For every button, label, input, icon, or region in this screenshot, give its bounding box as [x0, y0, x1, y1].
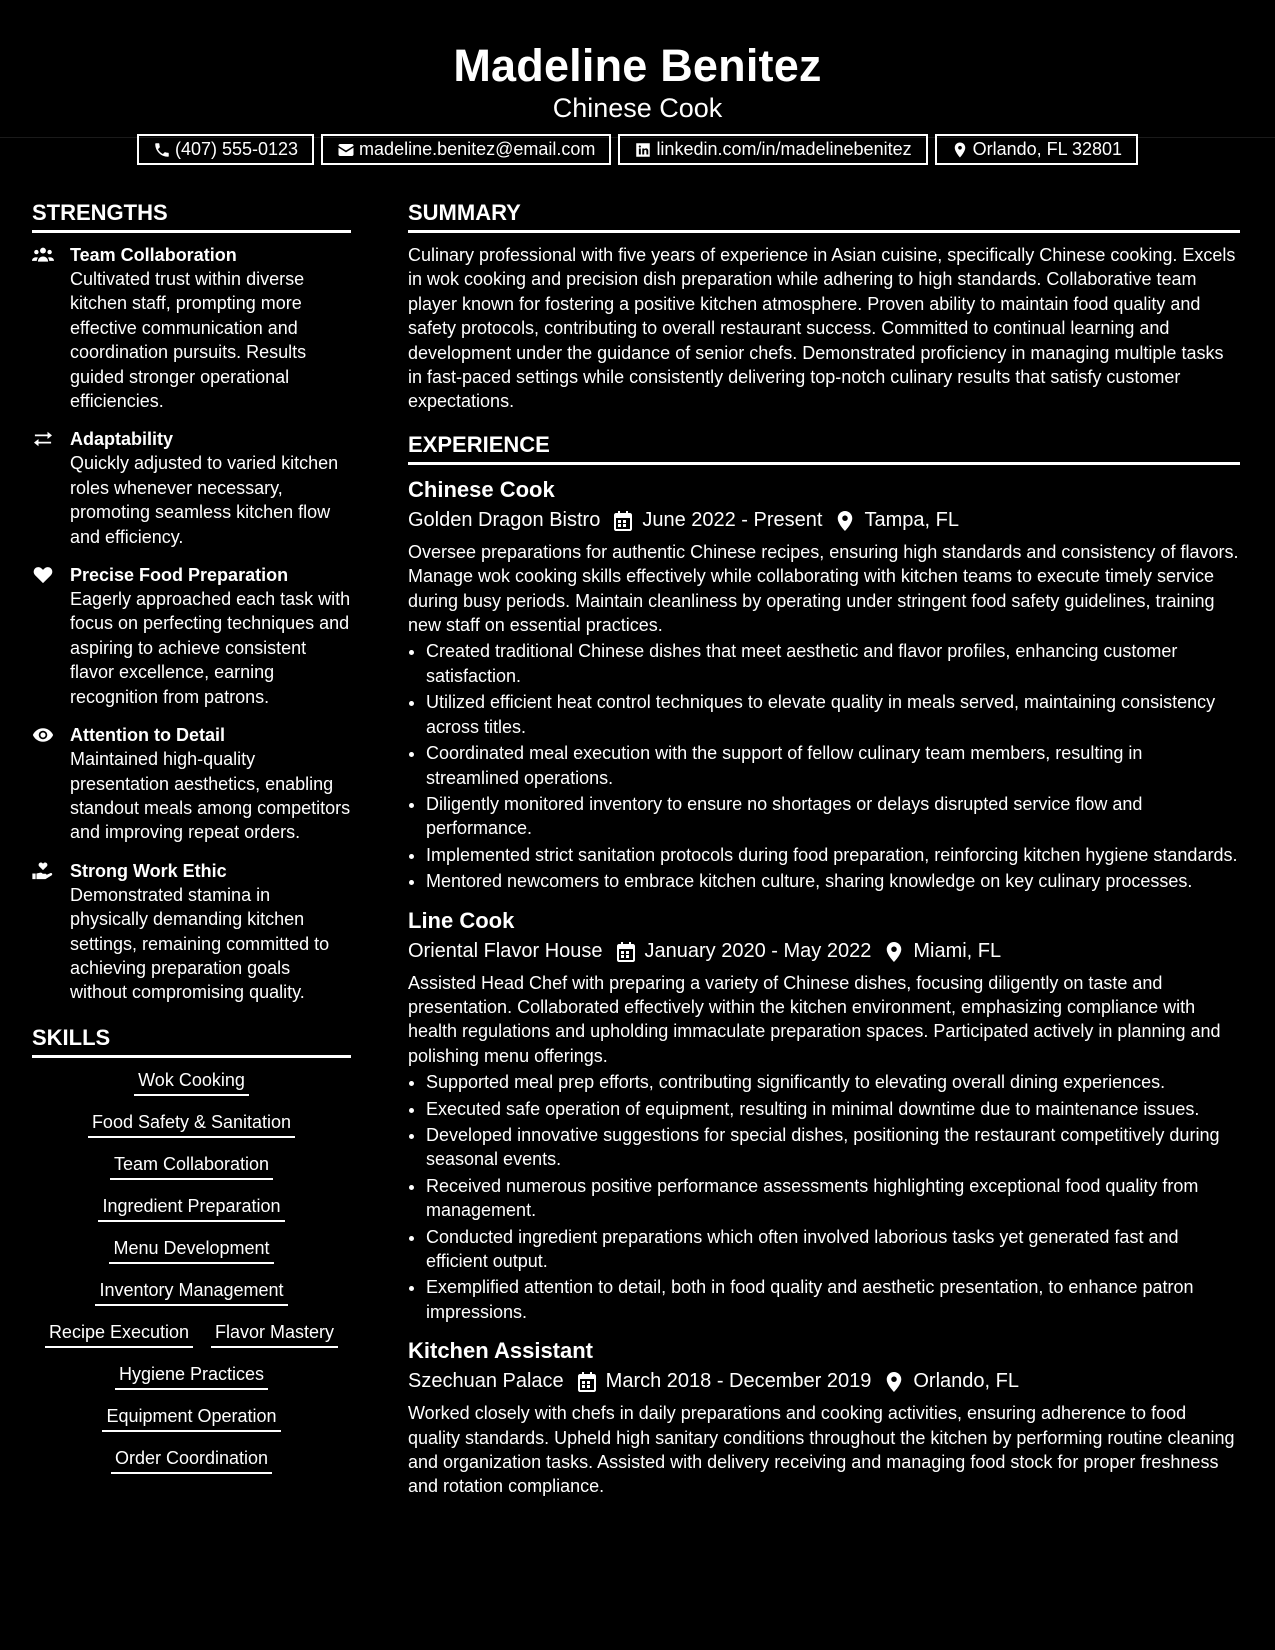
skill-tag: Ingredient Preparation — [98, 1194, 284, 1222]
strength-desc: Demonstrated stamina in physically demanding kitchen settings, remaining committed to achieving preparation goals without compromising quality. — [70, 884, 330, 1003]
bullet-item: • Mentored newcomers to embrace kitchen culture, sharing knowledge on key culinary processes. — [426, 869, 1240, 893]
contact-bar — [0, 134, 1275, 165]
strength-desc: Maintained high-quality presentation aesthetics, enabling standout meals among competitors and improving repeat orders. — [70, 749, 351, 843]
calendar-icon — [578, 1372, 596, 1390]
bullet-item: • Conducted ingredient preparations which often involved laborious tasks yet generated fast and efficient output. — [426, 1225, 1240, 1274]
bullet-item: • Received numerous positive performance assessments highlighting exceptional food quality from management. — [426, 1174, 1240, 1223]
candidate-title: Chinese Cook — [552, 93, 723, 123]
bullet-item: • Created traditional Chinese dishes that meet aesthetic and flavor profiles, enhancing customer satisfaction. — [426, 639, 1240, 688]
job-description: Worked closely with chefs in daily preparations and cooking activities, ensuring adherence to food quality standards. Upheld high sanitary conditions throughout the kitchen by performing routine cleaning and organization tasks. Assisted with delivery receiving and managing food stock for proper freshness and rotation compliance. — [408, 1403, 1235, 1497]
strength-desc: Eagerly approached each task with focus on perfecting techniques and aspiring to achieve consistent flavor excellence, earning recognition from patrons. — [70, 589, 351, 707]
summary-heading: SUMMARY — [408, 198, 1240, 233]
candidate-name: Madeline Benitez — [453, 40, 822, 91]
job-entry — [408, 475, 1240, 894]
left-column — [32, 198, 351, 1474]
eye-icon — [32, 723, 70, 845]
job-location: Miami, FL — [913, 939, 1002, 962]
strength-item — [32, 859, 351, 1005]
job-description: Assisted Head Chef with preparing a variety of Chinese dishes, focusing diligently on taste and presentation. Collaborated effectively within the kitchen environment, emphasizing compliance with health regulations and upholding immaculate preparation spaces. Participated actively in planning and polishing menu offerings. — [408, 972, 1221, 1066]
bullet-item: • Diligently monitored inventory to ensure no shortages or delays disrupted service flow and performance. — [426, 792, 1240, 841]
job-entry — [408, 906, 1240, 1325]
heart-icon — [32, 563, 70, 709]
strength-title: Adaptability — [70, 429, 174, 450]
job-title: Line Cook — [408, 907, 515, 933]
bullet-item: • Executed safe operation of equipment, resulting in minimal downtime due to maintenance issues. — [426, 1097, 1240, 1121]
users-icon — [32, 243, 70, 413]
resume-header — [0, 0, 1275, 159]
bullet-item: • Developed innovative suggestions for special dishes, positioning the restaurant competitively during seasonal events. — [426, 1123, 1240, 1172]
strength-title: Attention to Detail — [70, 725, 225, 746]
linkedin-text: linkedin.com/in/madelinebenitez — [656, 139, 912, 159]
job-location: Tampa, FL — [864, 508, 959, 531]
phone-text: (407) 555-0123 — [174, 139, 299, 159]
job-bullets — [408, 639, 1240, 893]
skill-tag: Equipment Operation — [102, 1404, 280, 1432]
linkedin-icon — [634, 141, 652, 159]
map-pin-icon — [836, 511, 854, 529]
job-dates: January 2020 - May 2022 — [644, 939, 872, 962]
skill-tag: Team Collaboration — [110, 1152, 273, 1180]
skill-tag: Wok Cooking — [134, 1068, 249, 1096]
strength-item — [32, 243, 351, 413]
phone-icon — [153, 141, 171, 159]
bullet-item: • Utilized efficient heat control techniques to elevate quality in meals served, maintaining consistency across titles. — [426, 690, 1240, 739]
strength-desc: Cultivated trust within diverse kitchen staff, prompting more effective communication and coordination pursuits. Results guided stronger operational efficiencies. — [70, 269, 307, 412]
location-text: Orlando, FL 32801 — [972, 139, 1123, 159]
skill-tag: Order Coordination — [111, 1446, 272, 1474]
job-description: Oversee preparations for authentic Chinese recipes, ensuring high standards and consistency of flavors. Manage wok cooking skills effectively while collaborating with kitchen teams to execute timely service during busy periods. Maintain cleanliness by operating under stringent food safety guidelines, training new staff on essential practices. — [408, 541, 1239, 636]
job-meta — [408, 505, 1240, 535]
skill-tag: Inventory Management — [95, 1278, 287, 1306]
bullet-item: • Coordinated meal execution with the support of fellow culinary team members, resulting in streamlined operations. — [426, 741, 1240, 790]
strength-title: Team Collaboration — [70, 245, 237, 265]
calendar-icon — [614, 511, 632, 529]
map-pin-icon — [951, 141, 969, 159]
experience-heading: EXPERIENCE — [408, 430, 1240, 465]
bullet-item: • Exemplified attention to detail, both in food quality and aesthetic presentation, to enhance patron impressions. — [426, 1275, 1240, 1324]
job-company: Szechuan Palace — [408, 1370, 564, 1393]
skill-tag: Food Safety & Sanitation — [88, 1110, 295, 1138]
job-title: Kitchen Assistant — [408, 1338, 594, 1364]
contact-phone[interactable] — [137, 134, 314, 165]
job-dates: June 2022 - Present — [642, 508, 823, 531]
bullet-item: • Supported meal prep efforts, contributing significantly to elevating overall dining experiences. — [426, 1070, 1240, 1094]
hand-holding-heart-icon — [32, 859, 70, 1005]
right-column — [408, 198, 1240, 1511]
contact-email[interactable] — [321, 134, 611, 165]
map-pin-icon — [885, 1372, 903, 1390]
job-company: Oriental Flavor House — [408, 939, 603, 962]
strength-item — [32, 427, 351, 549]
strength-title: Precise Food Preparation — [70, 565, 289, 586]
strengths-heading: STRENGTHS — [32, 198, 351, 233]
summary-text: Culinary professional with five years of experience in Asian cuisine, specifically Chinese cooking. Excels in wok cooking and precision dish preparation while adhering to high standards. Collaborative team player known for fostering a positive kitchen atmosphere. Proven ability to maintain food quality and safety protocols, contributing to overall restaurant success. Committed to continual learning and development under the guidance of senior chefs. Demonstrated proficiency in managing multiple tasks in fast-paced settings while consistently delivering top-notch culinary results that satisfy customer expectations. — [408, 245, 1236, 412]
bullet-item: • Implemented strict sanitation protocols during food preparation, reinforcing kitchen hygiene standards. — [426, 843, 1240, 867]
job-meta — [408, 936, 1240, 966]
job-entry — [408, 1336, 1240, 1499]
job-title: Chinese Cook — [408, 476, 555, 502]
strength-desc: Quickly adjusted to varied kitchen roles whenever necessary, promoting seamless kitchen flow and efficiency. — [70, 453, 339, 547]
skill-tag: Recipe Execution — [45, 1320, 193, 1348]
strength-title: Strong Work Ethic — [70, 860, 227, 881]
arrows-exchange-icon — [32, 427, 70, 549]
email-text: madeline.benitez@email.com — [359, 139, 596, 159]
skills-heading: SKILLS — [32, 1023, 351, 1058]
job-bullets — [408, 1070, 1240, 1324]
envelope-icon — [337, 141, 355, 159]
skill-tag: Hygiene Practices — [115, 1362, 268, 1390]
skill-tag: Flavor Mastery — [211, 1320, 338, 1348]
strength-item — [32, 723, 351, 845]
job-meta — [408, 1366, 1240, 1396]
strength-item — [32, 563, 351, 709]
skill-tag: Menu Development — [109, 1236, 273, 1264]
contact-location — [935, 134, 1138, 165]
job-dates: March 2018 - December 2019 — [605, 1370, 872, 1393]
job-company: Golden Dragon Bistro — [408, 508, 601, 531]
job-location: Orlando, FL — [913, 1370, 1019, 1393]
calendar-icon — [617, 942, 635, 960]
contact-linkedin[interactable] — [618, 134, 927, 165]
map-pin-icon — [885, 942, 903, 960]
skills-list — [32, 1068, 351, 1474]
